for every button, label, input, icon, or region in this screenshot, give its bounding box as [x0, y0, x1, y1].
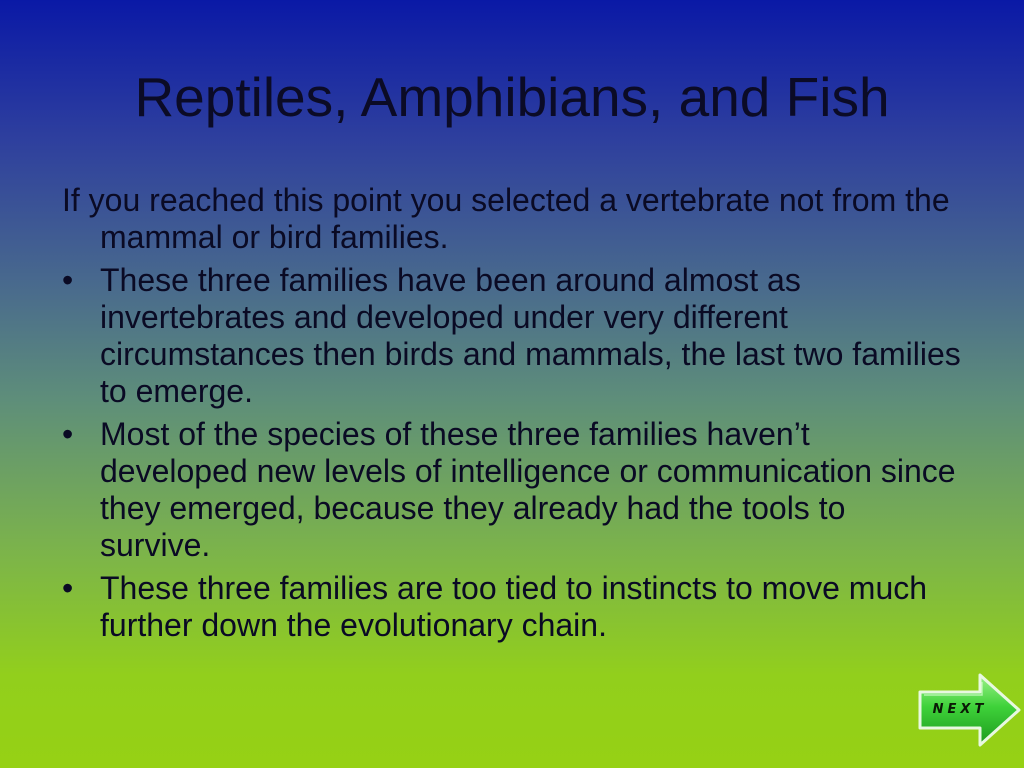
bullet-marker: •: [62, 262, 74, 298]
bullet-item: [62, 262, 962, 410]
bullet-text: These three families have been around almost as invertebrates and developed under very different circumstances then birds and mammals, the last two families to emerge.: [100, 262, 961, 409]
intro-paragraph: If you reached this point you selected a vertebrate not from the mammal or bird families.: [62, 182, 950, 255]
bullet-text: Most of the species of these three families haven’t developed new levels of intelligence or communication since they emerged, because they already had the tools to survive.: [100, 416, 956, 563]
next-button[interactable]: [916, 672, 1022, 748]
bullet-marker: •: [62, 570, 74, 606]
slide-body: [62, 182, 962, 650]
bullet-marker: •: [62, 416, 74, 452]
bullet-item: [62, 416, 962, 564]
bullet-item: [62, 570, 962, 644]
bullet-text: These three families are too tied to instincts to move much further down the evolutionary chain.: [100, 570, 928, 643]
slide-title: Reptiles, Amphibians, and Fish: [134, 66, 890, 128]
next-label: NEXT: [932, 702, 988, 717]
